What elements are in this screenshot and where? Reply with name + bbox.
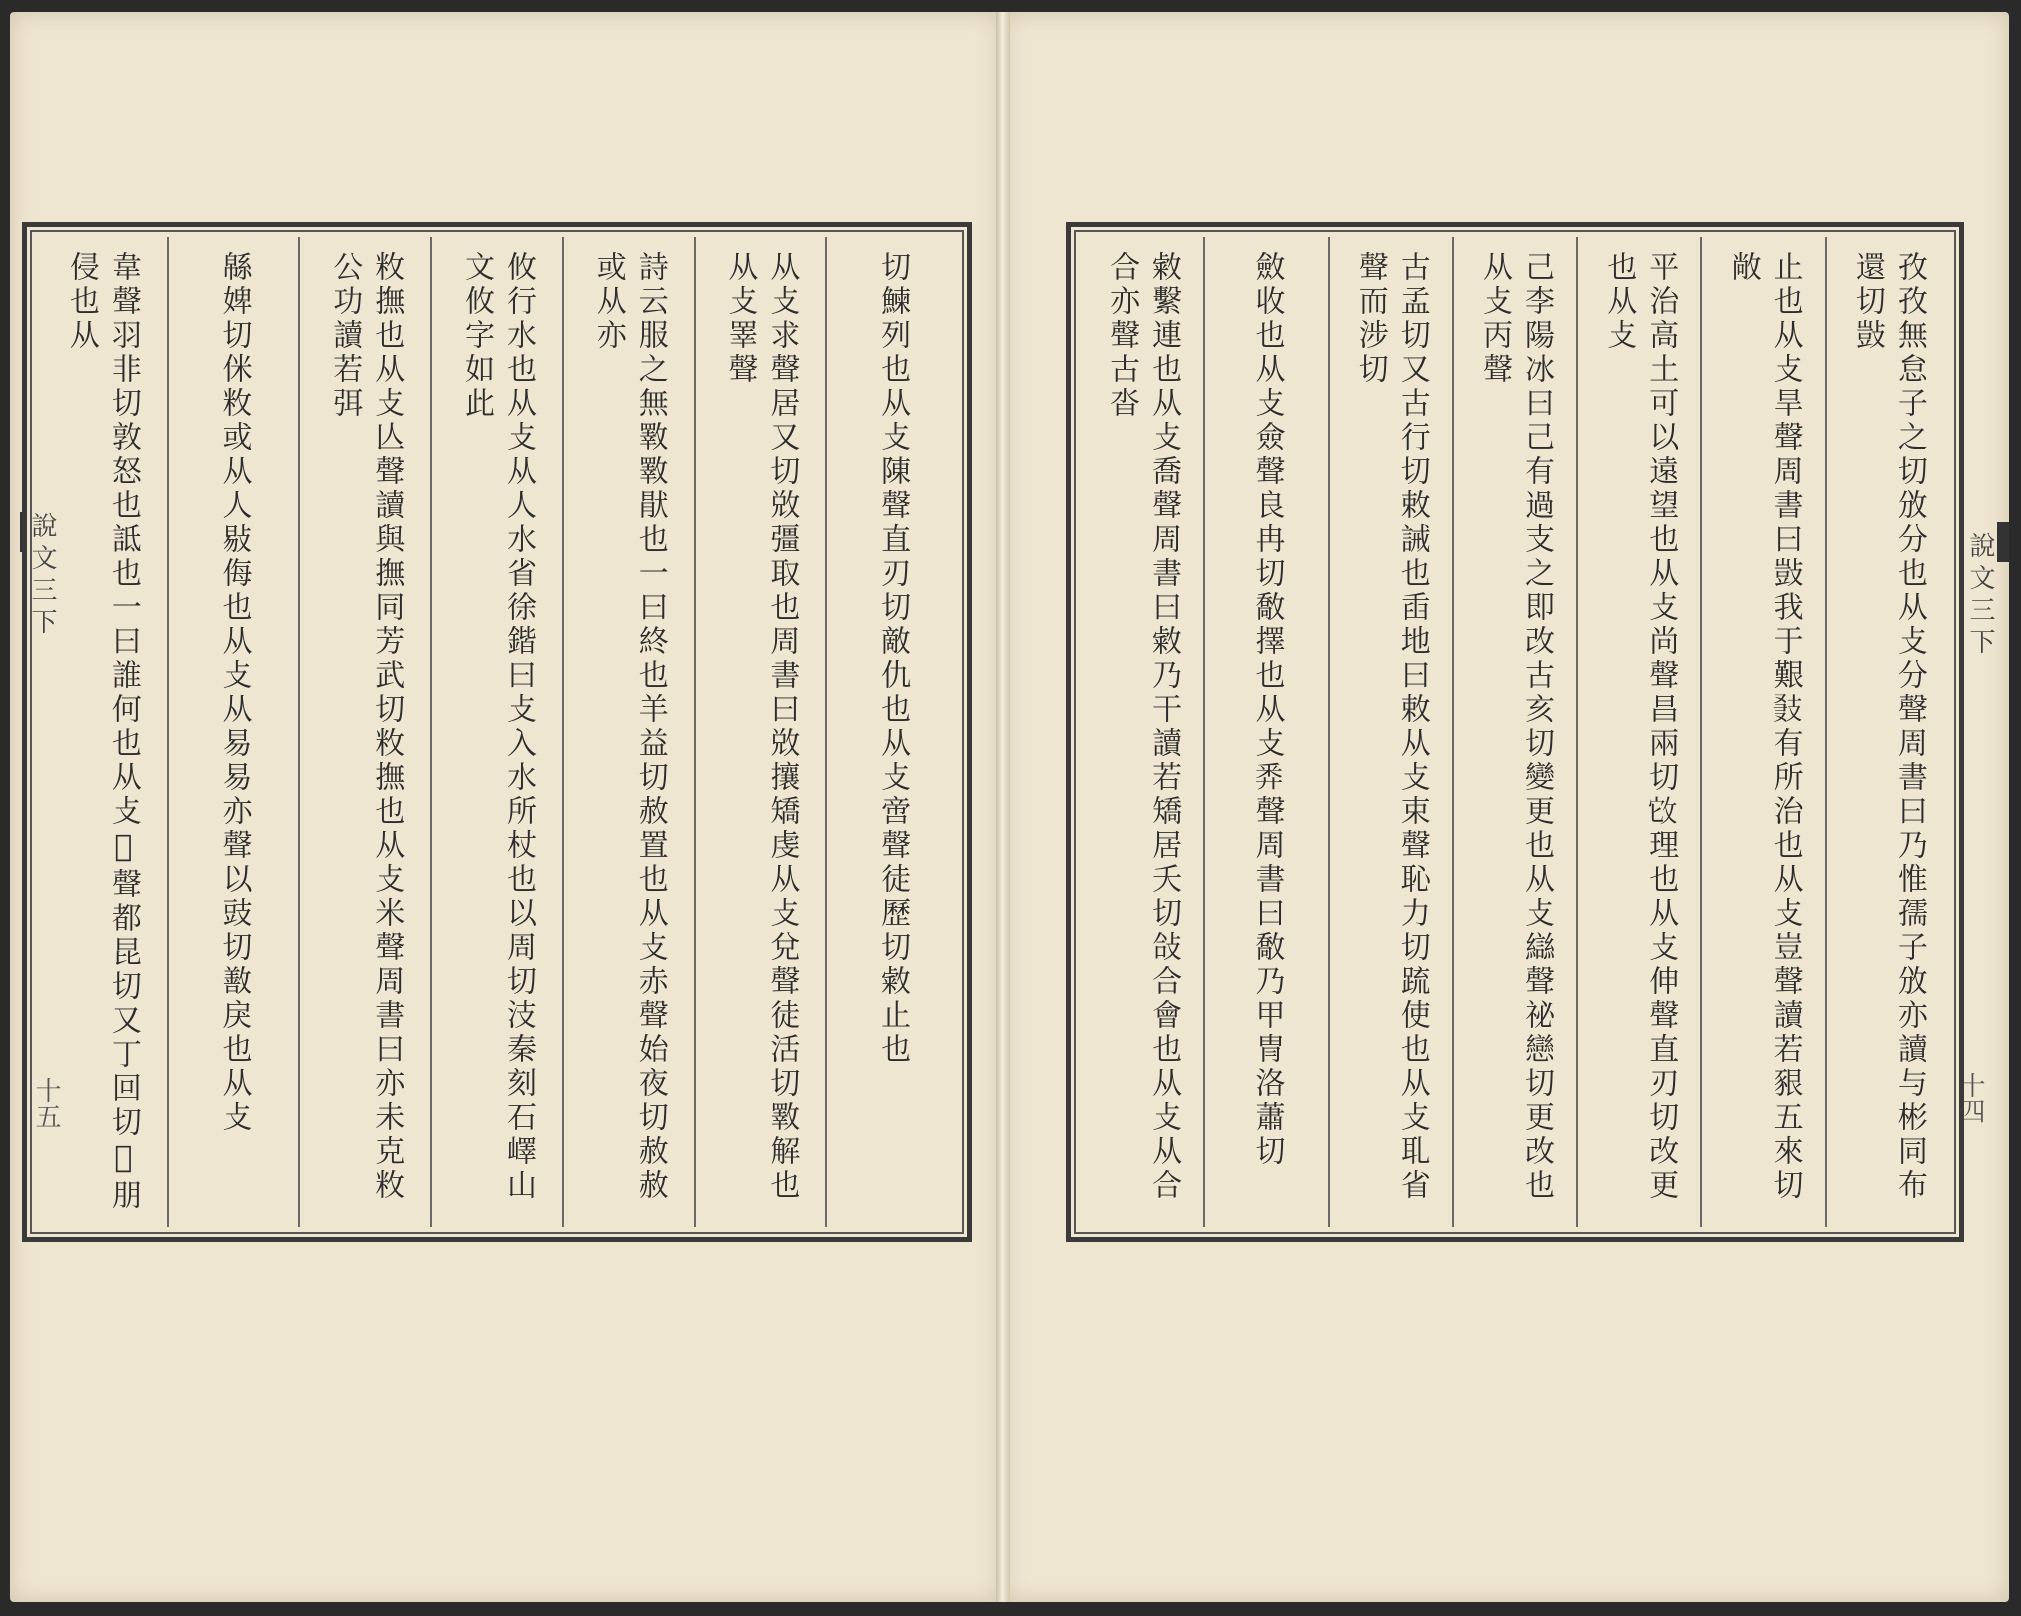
column-text: 韋聲羽非切敦怒也詆也一曰誰何也从攴𦎫聲都昆切又丁回切𣪍朋侵也从: [63, 251, 141, 1213]
column-text: 止也从攴旱聲周書曰敱我于艱𢻍有所治也从攴豈聲讀若豤五來切敞: [1725, 251, 1803, 1203]
column-text: 攸行水也从攴从人水省徐鍇曰攴入水所杖也以周切汥秦刻石嶧山文攸字如此: [458, 251, 536, 1203]
column-text: 平治高土可以遠望也从攴尚聲昌兩切𢼊理也从攴伸聲直刃切改更也从攴: [1601, 251, 1679, 1203]
column-text: 从攴求聲居又切敚彊取也周書曰敚攘矯虔从攴兌聲徒活切斁解也从攴睪聲: [722, 251, 800, 1203]
text-column: [1328, 237, 1452, 1227]
column-text: 切鰊列也从攴陳聲直刃切敵仇也从攴啻聲徒歷切敹止也: [875, 251, 911, 1067]
text-column: [167, 237, 299, 1227]
text-column: [1203, 237, 1327, 1227]
text-column: [1081, 237, 1203, 1227]
text-column: [694, 237, 826, 1227]
left-folio-number: 十五: [31, 1077, 61, 1129]
right-margin-label: 說文三下: [1965, 532, 1995, 660]
text-column: [430, 237, 562, 1227]
text-column: [825, 237, 957, 1227]
column-text: 斂收也从攴僉聲良冉切敿擇也从攴𢍏聲周書曰敿乃甲冑洛蕭切: [1249, 251, 1285, 1169]
text-column: [37, 237, 167, 1227]
text-column: [1825, 237, 1949, 1227]
text-column: [1576, 237, 1700, 1227]
right-text-frame: [1066, 222, 1964, 1242]
left-margin-label: 說文三下: [27, 512, 57, 640]
column-text: 古孟切又古行切敕誡也臿地曰敕从攴束聲恥力切䟽使也从攴耴省聲而涉切: [1352, 251, 1430, 1203]
left-text-frame: [22, 222, 972, 1242]
right-columns: [1081, 237, 1949, 1227]
column-text: 敹繫連也从攴喬聲周書曰敹乃干讀若矯居夭切敆合會也从攴从合合亦聲古沓: [1104, 251, 1182, 1203]
text-column: [298, 237, 430, 1227]
text-column: [562, 237, 694, 1227]
text-column: [1700, 237, 1824, 1227]
column-text: 己李陽冰曰己有過支之即改古亥切變更也从攴䜌聲祕戀切更改也从攴丙聲: [1477, 251, 1555, 1203]
column-text: 緜婢切侎敉或从人敡侮也从攴从易易亦聲以豉切敾戾也从攴: [216, 251, 252, 1135]
right-folio-number: 十四: [1955, 1072, 1985, 1124]
text-column: [1452, 237, 1576, 1227]
column-text: 詩云服之無斁斁猒也一曰終也羊益切赦置也从攴赤聲始夜切赦赦或从亦: [590, 251, 668, 1203]
left-columns: [37, 237, 957, 1227]
column-text: 敉撫也从攴亾聲讀與撫同芳武切敉撫也从攴米聲周書曰亦未克敉公功讀若弭: [327, 251, 405, 1203]
book-gutter: [996, 12, 1010, 1602]
column-text: 孜孜無怠子之切攽分也从攴分聲周書曰乃惟孺子攽亦讀与彬同布還切敱: [1849, 251, 1927, 1203]
